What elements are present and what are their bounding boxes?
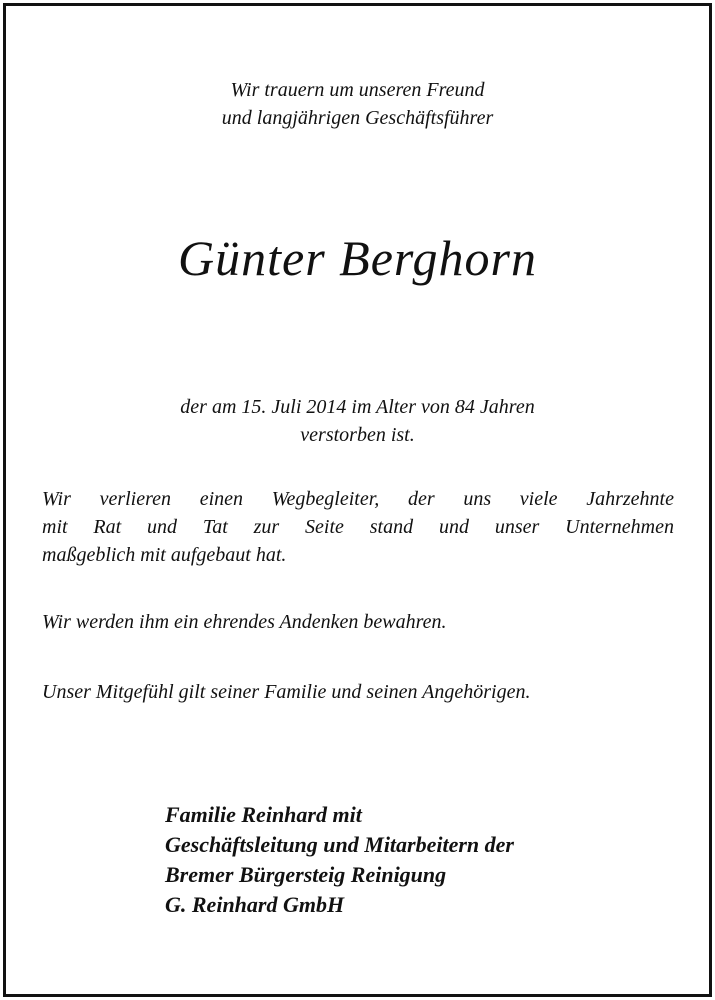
signature-block [165, 800, 514, 920]
tribute-line-1: Wir verlieren einen Wegbegleiter, der uns viele Jahrzehnte [42, 488, 674, 510]
signature-line-1: Familie Reinhard mit [165, 802, 362, 827]
signature-line-4: G. Reinhard GmbH [165, 892, 345, 917]
remembrance-paragraph: Wir werden ihm ein ehrendes Andenken bewahren. [42, 611, 447, 633]
death-line-1: der am 15. Juli 2014 im Alter von 84 Jahren [180, 396, 535, 418]
death-date-text [0, 393, 715, 449]
signature-line-3: Bremer Bürgersteig Reinigung [165, 862, 447, 887]
condolence-paragraph: Unser Mitgefühl gilt seiner Familie und seinen Angehörigen. [42, 681, 531, 703]
signature-line-2: Geschäftsleitung und Mitarbeitern der [165, 832, 514, 857]
deceased-name: Günter Berghorn [178, 230, 537, 286]
intro-line-2: und langjährigen Geschäftsführer [221, 107, 494, 129]
tribute-paragraph [42, 485, 674, 569]
death-line-2: verstorben ist. [300, 424, 415, 446]
tribute-line-3: maßgeblich mit aufgebaut hat. [42, 544, 287, 566]
intro-line-1: Wir trauern um unseren Freund [230, 79, 485, 101]
intro-text [0, 76, 715, 132]
tribute-line-2: mit Rat und Tat zur Seite stand und unser Unternehmen [42, 516, 674, 538]
